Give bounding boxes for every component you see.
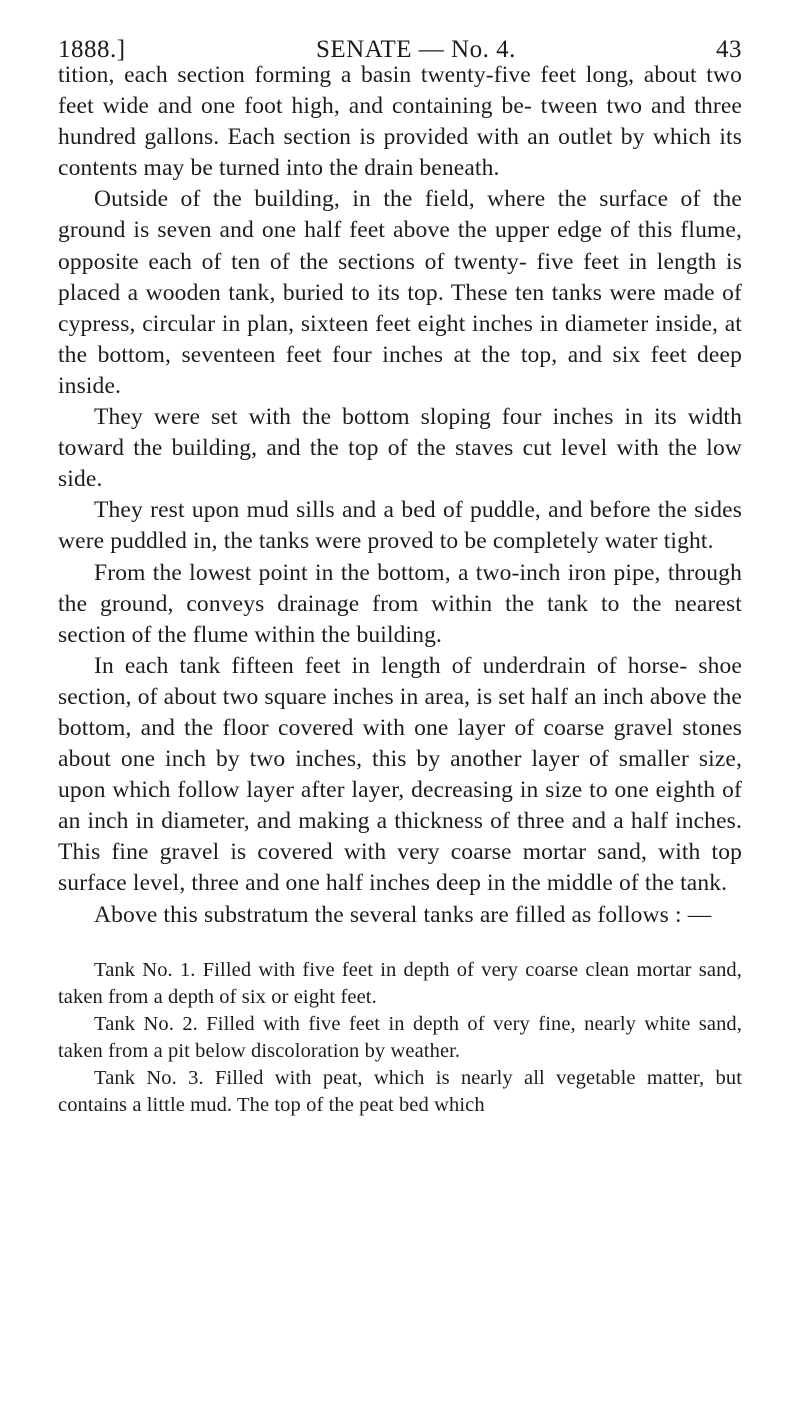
header-title: SENATE — No. 4.: [316, 36, 516, 63]
page-number: 43: [716, 36, 742, 63]
tank-entry: Tank No. 3. Filled with peat, which is nearly all vegetable matter, but contains a little mud. The top of the peat bed which: [58, 1066, 742, 1116]
tank-list: [58, 957, 742, 1119]
paragraph: They rest upon mud sills and a bed of puddle, and before the sides were puddled in, the tanks were proved to be completely water tight.: [58, 497, 742, 555]
paragraph: Above this substratum the several tanks are filled as follows : —: [94, 901, 712, 928]
tank-entry: Tank No. 1. Filled with five feet in depth of very coarse clean mortar sand, taken from a depth of six or eight feet.: [58, 958, 742, 1008]
paragraph: tition, each section forming a basin twenty-five feet long, about two feet wide and one foot high, and containing be- tween two and three hundred gallons. Each section is provided with an outlet by which its contents may be turned into the drain beneath.: [58, 62, 742, 182]
paragraph: Outside of the building, in the field, where the surface of the ground is seven and one half feet above the upper edge of this flume, opposite each of ten of the sections of twenty- five feet in length is placed a wooden tank, buried to its top. These ten tanks were made of cypress, circular in plan, sixteen feet eight inches in diameter inside, at the bottom, seventeen feet four inches at the top, and six feet deep inside.: [58, 186, 742, 399]
paragraph: In each tank fifteen feet in length of underdrain of horse- shoe section, of about two square inches in area, is set half an inch above the bottom, and the floor covered with one layer of coarse gravel stones about one inch by two inches, this by another layer of smaller size, upon which follow layer after layer, decreasing in size to one eighth of an inch in diameter, and making a thickness of three and a half inches. This fine gravel is covered with very coarse mortar sand, with top surface level, three and one half inches deep in the middle of the tank.: [58, 652, 742, 897]
running-header: [58, 14, 742, 63]
body-text: [58, 60, 742, 931]
tank-entry: Tank No. 2. Filled with five feet in depth of very fine, nearly white sand, taken from a pit below discoloration by weather.: [58, 1012, 742, 1062]
paragraph: From the lowest point in the bottom, a two-inch iron pipe, through the ground, conveys drainage from within the tank to the nearest section of the flume within the building.: [58, 559, 742, 648]
paragraph: They were set with the bottom sloping four inches in its width toward the building, and the top of the staves cut level with the low side.: [58, 404, 742, 493]
header-year: 1888.]: [58, 36, 126, 63]
